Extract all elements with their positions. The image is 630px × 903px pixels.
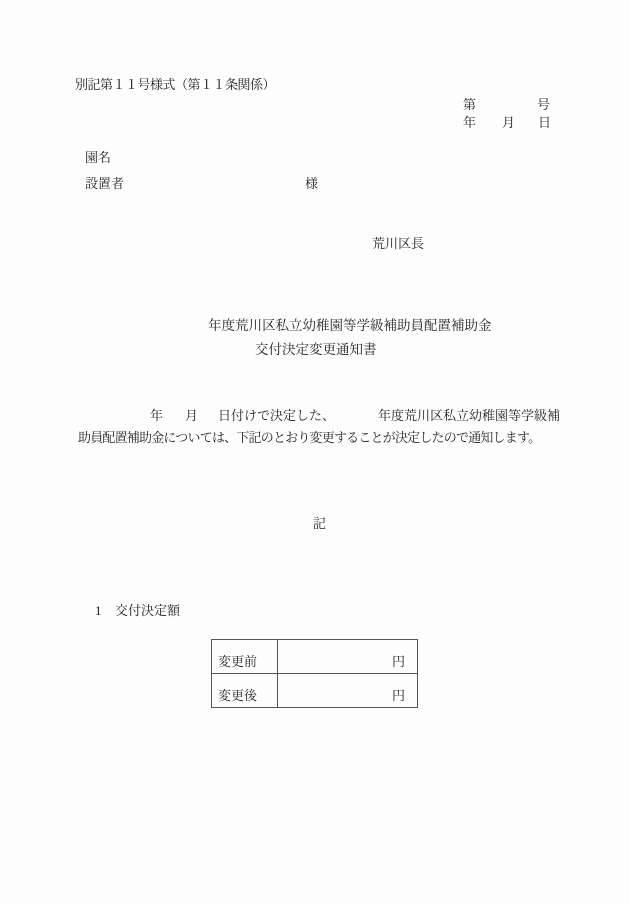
form-number-label: 別記第１１号様式（第１１条関係） bbox=[75, 77, 276, 92]
table-row-after bbox=[212, 673, 417, 707]
founder-label: 設置者 bbox=[85, 176, 125, 191]
row-before-label: 変更前 bbox=[212, 640, 278, 673]
row-before-amount-unit: 円 bbox=[391, 654, 405, 669]
body-decided-text: 日付けで決定した、 bbox=[218, 408, 336, 423]
doc-number-suffix: 号 bbox=[537, 97, 551, 112]
body-year-label: 年 bbox=[150, 408, 164, 423]
table-row-before bbox=[212, 640, 417, 673]
addressee-honorific: 様 bbox=[305, 176, 319, 191]
body-paragraph-line1 bbox=[150, 408, 560, 423]
garden-name-label: 園名 bbox=[85, 150, 112, 165]
date-year-label: 年 bbox=[463, 115, 477, 130]
document-title-line2: 交付決定変更通知書 bbox=[255, 342, 377, 357]
body-paragraph-line2: 助員配置補助金については、下記のとおり変更することが決定したので通知します。 bbox=[78, 430, 541, 445]
row-after-label: 変更後 bbox=[212, 674, 278, 707]
section-1-number: 1 bbox=[95, 603, 102, 618]
body-month-label: 月 bbox=[185, 408, 199, 423]
document-title-line1: 年度荒川区私立幼稚園等学級補助員配置補助金 bbox=[208, 318, 492, 333]
section-1-heading: 交付決定額 bbox=[115, 603, 181, 618]
date-day-label: 日 bbox=[538, 115, 552, 130]
doc-number-prefix: 第 bbox=[463, 97, 477, 112]
sender-mayor-label: 荒川区長 bbox=[372, 236, 425, 251]
body-subsidy-text: 年度荒川区私立幼稚園等学級補 bbox=[378, 408, 561, 423]
row-after-amount-unit: 円 bbox=[391, 688, 405, 703]
grant-amount-table bbox=[211, 639, 418, 708]
record-marker: 記 bbox=[313, 516, 327, 531]
date-month-label: 月 bbox=[502, 115, 516, 130]
